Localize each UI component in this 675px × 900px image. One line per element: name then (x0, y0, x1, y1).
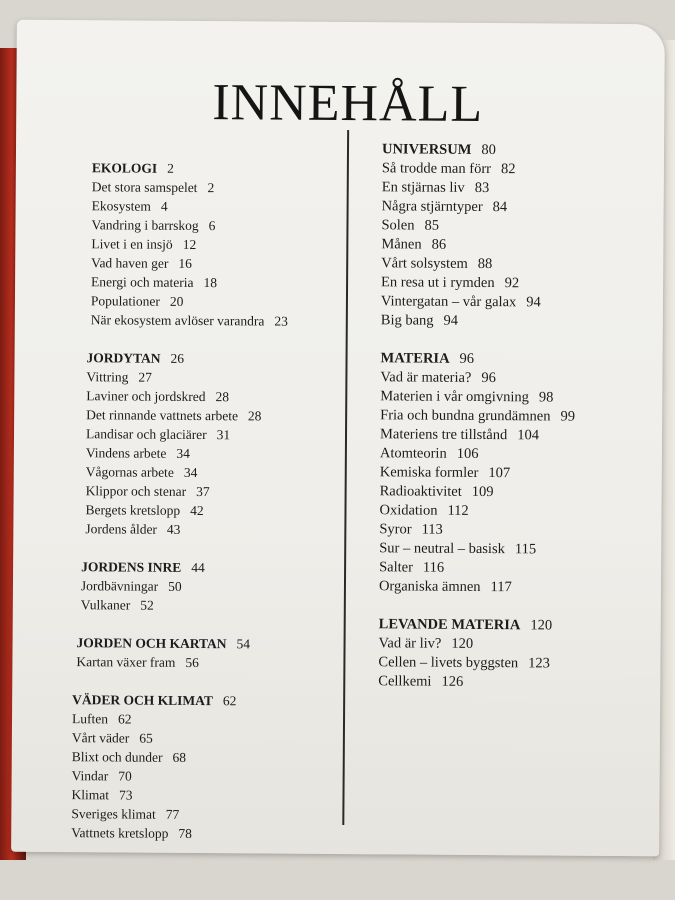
toc-entry (91, 291, 341, 312)
entry-page-number: 78 (178, 825, 192, 841)
toc-section (379, 349, 641, 598)
toc-entry (85, 519, 339, 540)
entry-title: Bergets kretslopp (85, 502, 181, 518)
column-divider (342, 130, 348, 825)
entry-title: Så trodde man förr (381, 160, 492, 178)
toc-entry (381, 292, 641, 313)
entry-page-number: 18 (203, 275, 218, 291)
entry-title: Vindar (71, 768, 109, 784)
entry-page-number: 4 (160, 198, 168, 214)
toc-entry (378, 634, 638, 655)
entry-title: Kartan växer fram (76, 654, 176, 670)
entry-page-number: 112 (447, 502, 469, 519)
entry-page-number: 68 (172, 749, 187, 765)
toc-entry (71, 785, 337, 806)
entry-page-number: 94 (443, 312, 459, 329)
toc-entry (86, 462, 340, 483)
entry-page-number: 65 (139, 730, 153, 746)
entry-page-number: 12 (182, 236, 197, 253)
entry-page-number: 77 (165, 806, 180, 822)
entry-page-number: 34 (176, 445, 190, 461)
toc-section-heading (86, 348, 340, 369)
entry-title: En stjärnas liv (381, 179, 465, 196)
entry-page-number: 84 (492, 199, 508, 216)
entry-title: Vårt solsystem (381, 255, 468, 272)
entry-title: Sur – neutral – basisk (379, 540, 505, 558)
entry-title: Fria och bundna grundämnen (380, 407, 551, 425)
entry-title: Vågornas arbete (85, 464, 174, 480)
entry-title: När ekosystem avlöser varandra (90, 312, 265, 329)
toc-entry (379, 558, 639, 579)
entry-title: Atomteorin (379, 445, 447, 462)
entry-page-number: 109 (471, 483, 494, 501)
toc-entry (72, 766, 338, 787)
entry-page-number: 34 (183, 464, 198, 481)
toc-section-heading (379, 615, 639, 636)
entry-page-number: 70 (118, 768, 132, 784)
section-page-number: 44 (191, 559, 205, 576)
entry-title: Vad är liv? (378, 635, 442, 652)
entry-page-number: 99 (560, 408, 576, 425)
entry-title: Vattnets kretslopp (71, 825, 169, 841)
section-title: JORDYTAN (86, 350, 161, 366)
entry-title: Vittring (86, 369, 129, 385)
entry-page-number: 104 (517, 427, 540, 444)
entry-page-number: 73 (118, 787, 133, 803)
section-page-number: 26 (170, 350, 185, 366)
entry-title: Sveriges klimat (71, 806, 156, 822)
entry-page-number: 85 (424, 217, 440, 234)
toc-left-column (71, 158, 342, 844)
toc-entry (91, 234, 341, 255)
toc-section (76, 633, 338, 673)
entry-title: Cellen – livets byggsten (378, 654, 519, 672)
entry-page-number: 126 (441, 673, 464, 690)
entry-page-number: 43 (166, 521, 181, 537)
section-title: EKOLOGI (91, 160, 158, 176)
entry-page-number: 42 (190, 502, 204, 519)
entry-page-number: 56 (185, 654, 199, 671)
toc-section-heading (92, 158, 342, 179)
toc-entry (72, 747, 338, 768)
entry-page-number: 28 (215, 389, 230, 405)
toc-entry (379, 520, 639, 541)
toc-section (91, 158, 342, 331)
section-page-number: 80 (481, 141, 496, 159)
toc-entry (91, 215, 341, 236)
entry-page-number: 2 (207, 180, 215, 196)
toc-entry (85, 500, 339, 521)
toc-entry (381, 216, 641, 237)
toc-entry (380, 444, 640, 465)
entry-title: Organiska ämnen (378, 578, 481, 595)
entry-page-number: 83 (474, 179, 490, 197)
section-title: LEVANDE MATERIA (378, 616, 521, 634)
entry-title: Det rinnande vattnets arbete (86, 407, 239, 424)
toc-section-heading (380, 349, 640, 370)
toc-section (71, 690, 338, 844)
entry-page-number: 31 (216, 427, 231, 443)
entry-page-number: 96 (481, 369, 496, 387)
toc-entry (382, 197, 642, 218)
toc-entry (380, 463, 640, 484)
section-title: MATERIA (380, 350, 450, 367)
toc-entry (379, 501, 639, 522)
entry-page-number: 92 (504, 275, 520, 292)
toc-entry (381, 235, 641, 256)
entry-title: Populationer (90, 293, 161, 309)
entry-title: Klippor och stenar (85, 483, 187, 499)
section-page-number: 54 (236, 636, 251, 652)
entry-title: Ekosystem (91, 198, 151, 214)
section-page-number: 2 (167, 160, 174, 176)
section-title: UNIVERSUM (381, 141, 472, 158)
toc-entry (86, 481, 340, 502)
entry-title: Månen (381, 236, 422, 253)
toc-entry (71, 823, 337, 844)
entry-title: Vårt väder (71, 730, 130, 746)
entry-title: Salter (379, 559, 413, 576)
toc-entry (378, 672, 638, 693)
entry-page-number: 16 (178, 255, 192, 271)
toc-entry (381, 254, 641, 275)
entry-title: Luften (71, 711, 109, 727)
toc-section (378, 615, 639, 693)
toc-entry (72, 728, 338, 749)
toc-entry (380, 387, 640, 408)
entry-title: Radioaktivitet (379, 483, 462, 500)
entry-title: Landisar och glaciärer (85, 426, 207, 443)
toc-entry (91, 310, 341, 331)
entry-page-number: 28 (247, 408, 262, 424)
toc-entry (382, 178, 642, 199)
toc-entry (380, 406, 640, 427)
toc-section (81, 557, 339, 616)
entry-title: Vad haven ger (91, 255, 169, 271)
entry-title: Cellkemi (378, 673, 432, 690)
toc-section-heading (81, 557, 339, 578)
toc-section (381, 140, 642, 332)
toc-entry (81, 595, 339, 616)
section-page-number: 120 (530, 617, 553, 634)
toc-entry (72, 709, 338, 730)
toc-entry (91, 253, 341, 274)
page-title: INNEHÅLL (212, 74, 484, 134)
toc-section-heading (382, 140, 642, 161)
entry-title: Vindens arbete (85, 445, 167, 461)
entry-page-number: 62 (117, 711, 132, 727)
toc-entry (86, 386, 340, 407)
entry-page-number: 115 (514, 541, 537, 558)
entry-page-number: 50 (168, 578, 182, 594)
section-title: JORDENS INRE (81, 559, 182, 575)
entry-title: Vulkaner (80, 597, 131, 613)
toc-entry (378, 653, 638, 674)
entry-title: En resa ut i rymden (381, 274, 495, 292)
entry-page-number: 86 (431, 236, 447, 253)
entry-title: Klimat (71, 787, 110, 803)
toc-entry (379, 577, 639, 598)
entry-title: Oxidation (379, 502, 438, 519)
entry-title: Materien i vår omgivning (380, 388, 529, 406)
entry-page-number: 37 (196, 484, 210, 500)
entry-title: Big bang (380, 312, 434, 329)
entry-title: Energi och materia (91, 274, 194, 290)
toc-entry (71, 804, 337, 825)
entry-page-number: 107 (488, 465, 511, 482)
entry-title: Vandring i barrskog (91, 217, 199, 234)
entry-page-number: 88 (477, 255, 493, 273)
book-page (11, 20, 665, 857)
entry-title: Jordbävningar (80, 578, 159, 594)
toc-entry (381, 273, 641, 294)
entry-page-number: 27 (138, 369, 152, 385)
entry-title: Livet i en insjö (91, 236, 173, 252)
entry-page-number: 23 (274, 313, 288, 329)
toc-entry (86, 443, 340, 464)
toc-section-heading (72, 690, 338, 711)
toc-entry (86, 424, 340, 445)
toc-entry (92, 177, 342, 198)
section-title: JORDEN OCH KARTAN (76, 635, 227, 652)
toc-right-column (378, 140, 642, 693)
entry-page-number: 123 (528, 655, 550, 672)
entry-title: Vintergatan – vår galax (380, 293, 517, 311)
entry-title: Några stjärntyper (381, 198, 483, 216)
toc-entry (81, 576, 339, 597)
toc-section-heading (76, 633, 338, 654)
toc-entry (76, 652, 338, 673)
toc-entry (381, 311, 641, 332)
entry-title: Det stora samspelet (91, 179, 198, 196)
entry-title: Materiens tre tillstånd (379, 426, 508, 444)
toc-entry (380, 482, 640, 503)
entry-page-number: 113 (421, 521, 443, 538)
entry-title: Vad är materia? (380, 369, 472, 386)
toc-entry (86, 367, 340, 388)
entry-page-number: 6 (208, 218, 216, 234)
toc-section (85, 348, 340, 540)
entry-title: Jordens ålder (85, 521, 158, 537)
toc-entry (379, 539, 639, 560)
entry-title: Syror (379, 521, 412, 538)
entry-page-number: 98 (538, 389, 554, 406)
toc-entry (92, 196, 342, 217)
entry-page-number: 106 (456, 445, 479, 462)
toc-entry (380, 368, 640, 389)
entry-page-number: 120 (451, 635, 474, 652)
section-page-number: 62 (222, 693, 237, 709)
entry-page-number: 116 (422, 559, 445, 576)
toc-entry (91, 272, 341, 293)
entry-title: Blixt och dunder (71, 749, 163, 765)
entry-page-number: 117 (490, 579, 512, 596)
section-title: VÄDER OCH KLIMAT (72, 692, 213, 709)
entry-title: Laviner och jordskred (86, 388, 206, 405)
entry-page-number: 94 (526, 294, 541, 311)
section-page-number: 96 (459, 350, 475, 367)
toc-entry (380, 425, 640, 446)
toc-entry (86, 405, 340, 426)
entry-page-number: 20 (169, 293, 184, 309)
entry-page-number: 82 (500, 161, 516, 178)
toc-entry (382, 159, 642, 180)
entry-page-number: 52 (140, 597, 154, 613)
entry-title: Kemiska formler (379, 464, 479, 481)
entry-title: Solen (381, 217, 415, 234)
